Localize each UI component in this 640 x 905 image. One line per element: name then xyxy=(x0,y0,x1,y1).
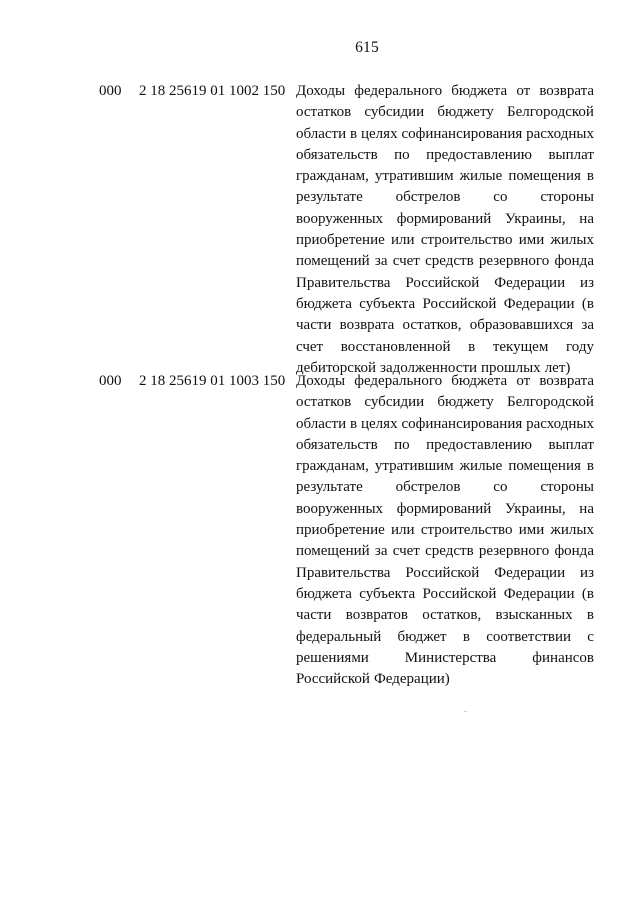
description-line: гражданам, утратившим жилые помещения в xyxy=(296,458,594,475)
description-line: остатков субсидии бюджету Белгородской xyxy=(296,104,594,121)
description-line: приобретение или строительство ими жилых xyxy=(296,522,594,539)
description-line: помещений за счет средств резервного фонда xyxy=(296,253,594,270)
description-line: части возврата остатков, образовавшихся за xyxy=(296,317,594,334)
description-line: гражданам, утратившим жилые помещения в xyxy=(296,168,594,185)
description-line: результате обстрелов со стороны xyxy=(296,189,594,206)
description-line: области в целях софинансирования расходных xyxy=(296,415,594,432)
description-line: решениями Министерства финансов xyxy=(296,649,594,666)
description-line: счет восстановленной в текущем году xyxy=(296,338,594,355)
scan-speck xyxy=(464,711,467,712)
budget-classification-code: 2 18 25619 01 1002 150 xyxy=(139,83,286,99)
description-line: Правительства Российской Федерации из xyxy=(296,564,594,581)
description-line: дебиторской задолженности прошлых лет) xyxy=(296,359,571,376)
description-line: обязательств по предоставлению выплат xyxy=(296,146,594,163)
description-line: вооруженных формирований Украины, на xyxy=(296,210,594,227)
description-line: части возвратов остатков, взысканных в xyxy=(296,607,594,624)
description-line: бюджета субъекта Российской Федерации (в xyxy=(296,295,594,312)
description-line: Российской Федерации) xyxy=(296,671,450,688)
description-line: приобретение или строительство ими жилых xyxy=(296,232,594,249)
description-line: вооруженных формирований Украины, на xyxy=(296,500,594,517)
income-description xyxy=(296,81,594,379)
description-line: Доходы федерального бюджета от возврата xyxy=(296,83,594,99)
description-line: результате обстрелов со стороны xyxy=(296,479,594,496)
administrator-code: 000 xyxy=(99,373,122,389)
description-line: остатков субсидии бюджету Белгородской xyxy=(296,394,594,411)
description-line: бюджета субъекта Российской Федерации (в xyxy=(296,585,594,602)
description-line: Доходы федерального бюджета от возврата xyxy=(296,373,594,389)
income-description xyxy=(296,371,594,690)
description-line: Правительства Российской Федерации из xyxy=(296,274,594,291)
description-line: помещений за счет средств резервного фонда xyxy=(296,543,594,560)
administrator-code: 000 xyxy=(99,83,122,99)
description-line: федеральный бюджет в соответствии с xyxy=(296,628,594,645)
page-number: 615 xyxy=(355,39,379,56)
budget-classification-code: 2 18 25619 01 1003 150 xyxy=(139,373,286,389)
description-line: области в целях софинансирования расходных xyxy=(296,125,594,142)
description-line: обязательств по предоставлению выплат xyxy=(296,436,594,453)
